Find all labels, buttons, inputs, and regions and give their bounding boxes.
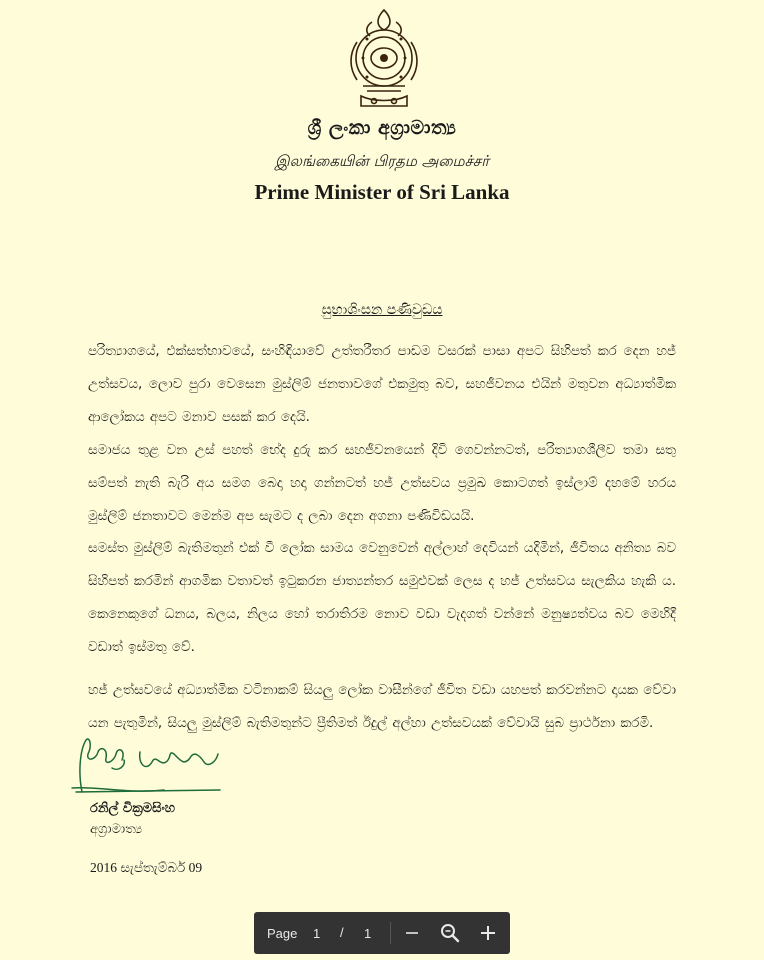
total-pages: 1 (364, 926, 372, 941)
pdf-page-toolbar (254, 912, 510, 954)
signatory-title: අග්‍රාමාත්‍ය (90, 822, 143, 837)
zoom-fit-button[interactable] (435, 918, 465, 948)
page-separator: / (340, 925, 344, 940)
magnifier-icon (435, 918, 465, 948)
letter-date: 2016 සැප්තැම්බර් 09 (90, 860, 203, 875)
plus-icon (473, 918, 503, 948)
zoom-in-button[interactable] (473, 918, 503, 948)
message-paragraph: හජ් උත්සවයේ අධ්‍යාත්මික වටිනාකම් සියලු ලෝක වාසීන්ගේ ජීවිත වඩා යහපත් කරවන්නට දායක වේවා යන පැතුමින්, සියලු මුස්ලිම් බැතිමතුන්ට ප්‍රීතිමත් ඊදුල් අල්හා උත්සවයක් වේවායි සුබ ප්‍රාර්ථනා කරමි. (88, 683, 676, 731)
message-paragraph: සමාජය තුළ වන උස් පහත් භේද දුරු කර සහජීවනයෙන් දිවි ගෙවන්නටත්, පරිත්‍යාගශීලීව තමා සතු සම්පත් නැති බැරි අය සමග බෙදා හදා ගන්නටත් හජ් උත්සවය ප්‍රමුඛ කොටගත් ඉස්ලාම් දහමේ හරය මුස්ලිම් ජනතාවට මෙන්ම අප සැමට ද ලබා දෙන අගනා පණිවිඩයයි. (88, 443, 676, 524)
page-label: Page (267, 926, 298, 941)
message-paragraph: පරිත්‍යාගයේ, එක්සත්භාවයේ, සංහිඳියාවේ උත්තරීතර පාඩම වසරක් පාසා අපට සිහිපත් කර දෙන හජ් උත්සවය, ලොව පුරා වෙසෙන මුස්ලිම් ජනතාවගේ එකමුතු බව, සහජීවනය එයින් මතුවන අධ්‍යාත්මික ආලෝකය අපට මනාව පසක් කර දෙයි. (88, 344, 676, 425)
message-paragraph: සමස්ත මුස්ලිම් බැතිමතුන් එක් වී ලෝක සාමය වෙනුවෙන් අල්ලාහ් දෙවියන් යදිමින්, ජීවිතය අනිත්‍ය බව සිහිපත් කරමින් ආගමික වතාවත් ඉටුකරන ජාත්‍යන්තර සමුළුවක් ලෙස ද හජ් උත්සවය සැලකිය හැකි ය. කෙනෙකුගේ ධනය, බලය, නිලය හෝ තරාතිරම නොව වඩා වැදගත් වන්නේ මනුෂ්‍යත්වය බව මෙහිදී වඩාත් ඉස්මතු වේ. (88, 541, 676, 655)
minus-icon (397, 918, 427, 948)
toolbar-divider (390, 922, 391, 944)
message-title: සුභාශිංසන පණිවුඩය (321, 302, 443, 318)
signatory-name: රනිල් වික්‍රමසිංහ (90, 801, 175, 816)
letterhead-tamil: இலங்கையின் பிரதம அமைச்சர் (274, 152, 490, 170)
zoom-out-button[interactable] (397, 918, 427, 948)
current-page-input[interactable]: 1 (313, 926, 321, 941)
handwritten-signature (68, 732, 230, 800)
letterhead-sinhala: ශ්‍රී ලංකා අග්‍රාමාත්‍ය (307, 117, 457, 139)
state-emblem-icon (343, 6, 425, 110)
letterhead-english: Prime Minister of Sri Lanka (254, 180, 510, 204)
